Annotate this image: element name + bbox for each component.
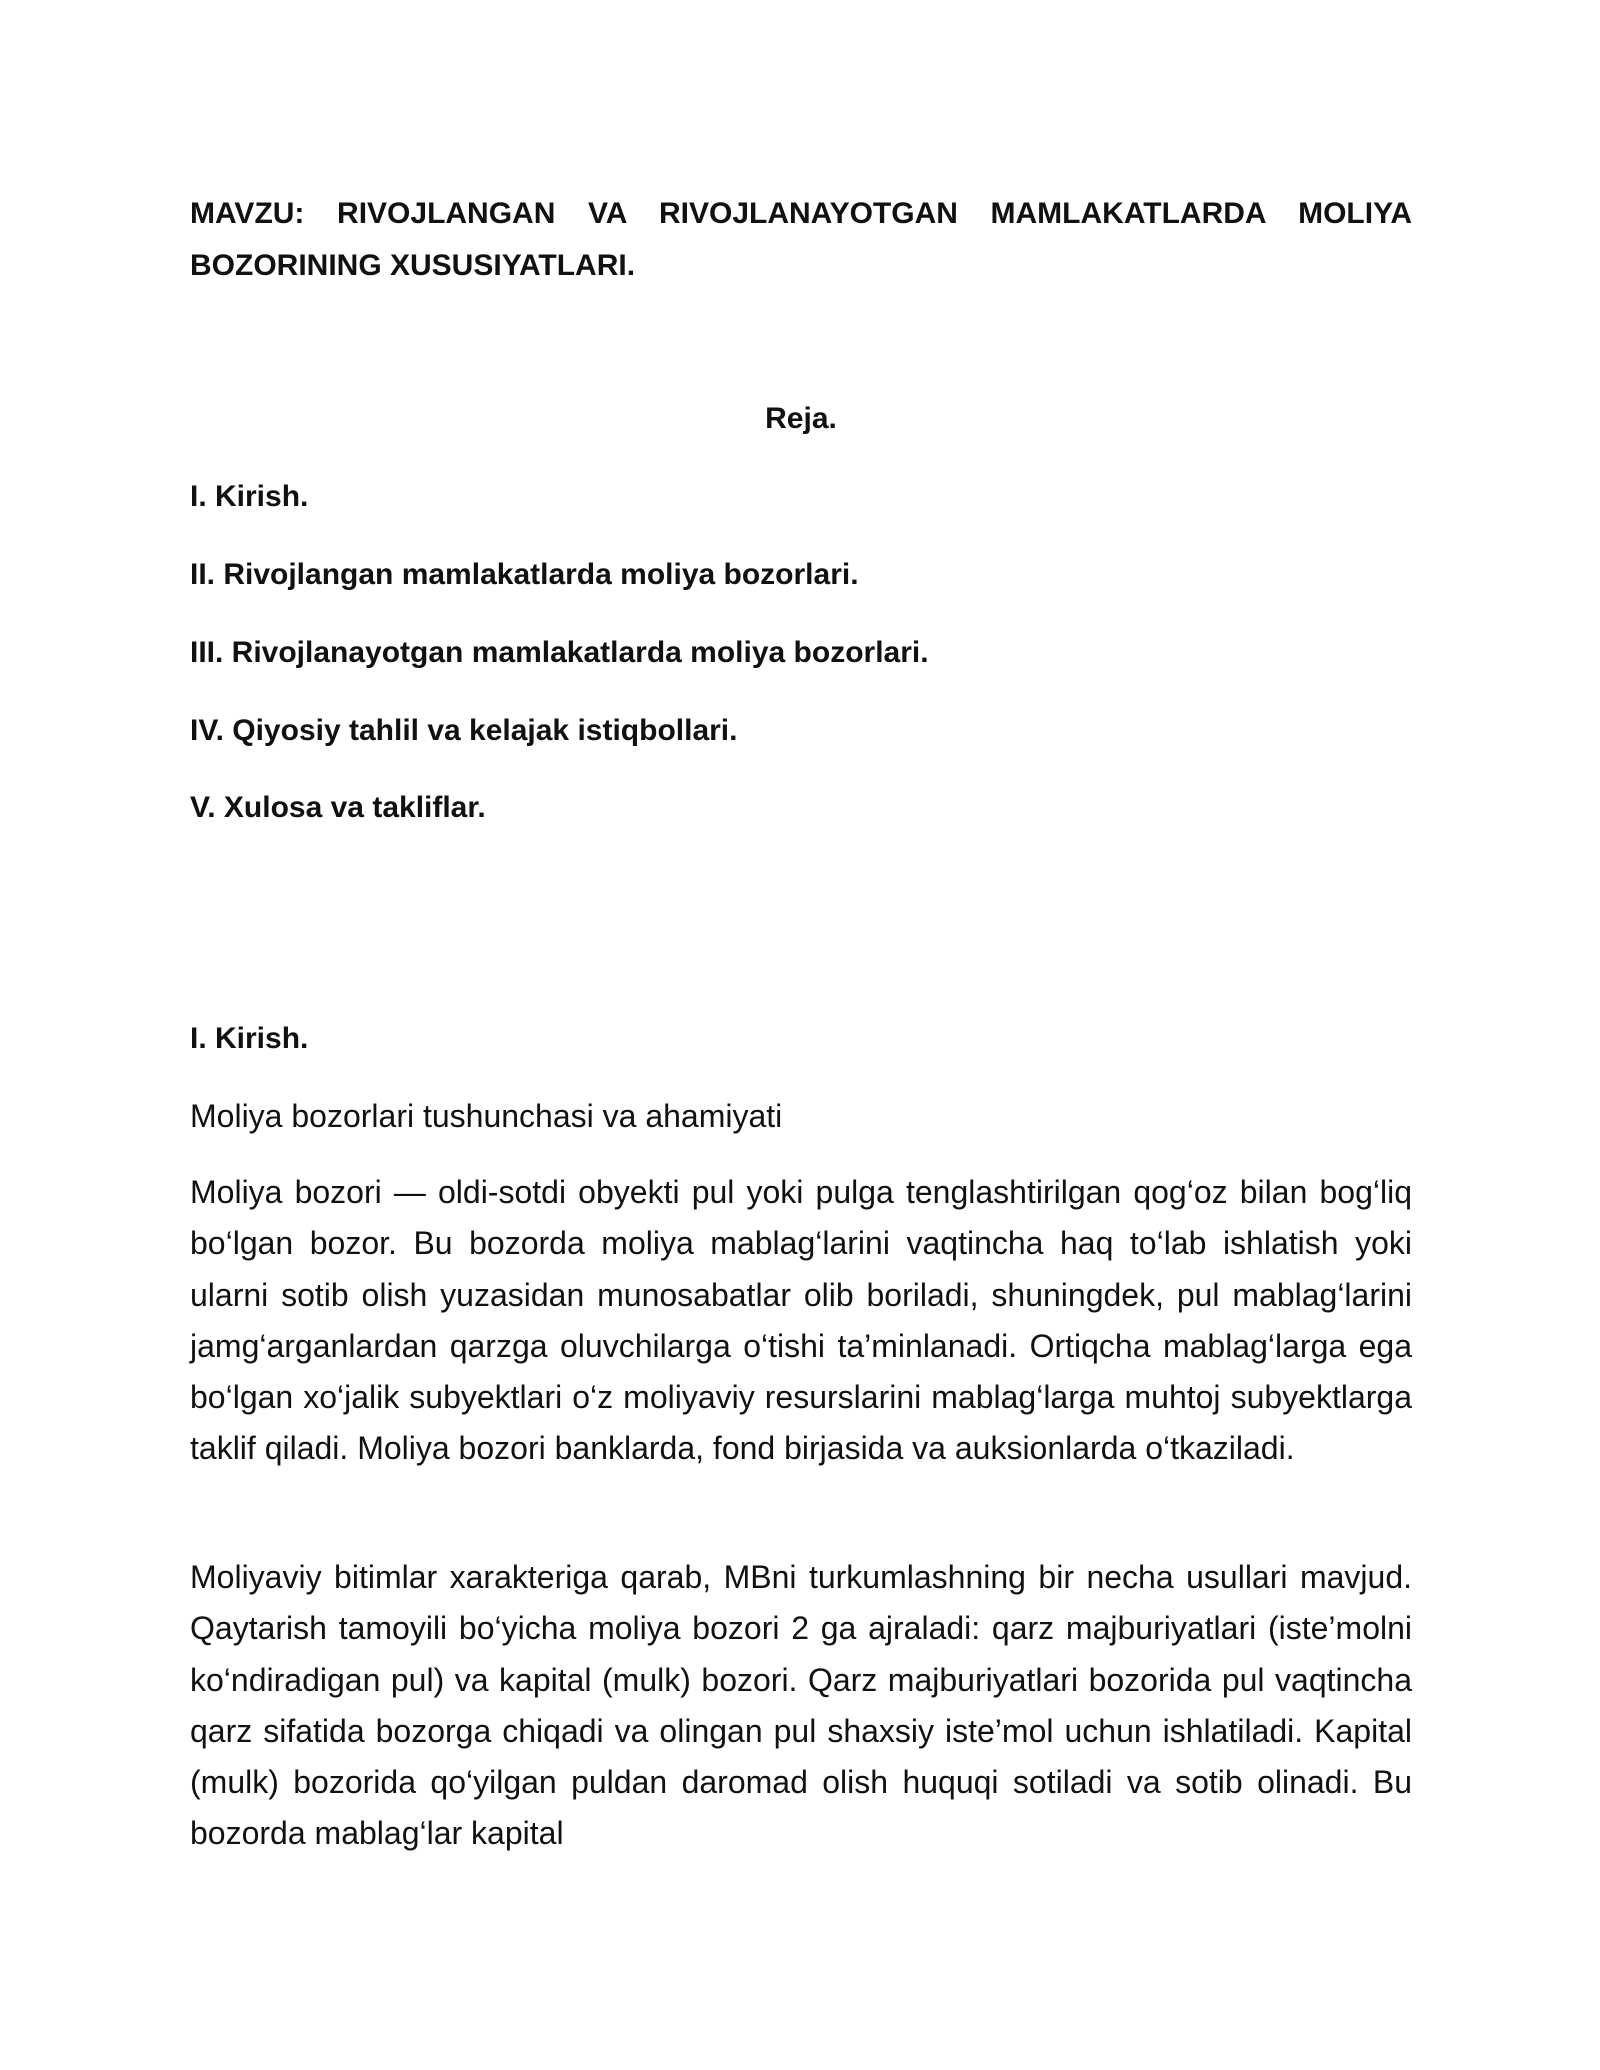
section-subheading: Moliya bozorlari tushunchasi va ahamiyati <box>190 1098 783 1134</box>
paragraph: Moliya bozori — oldi-sotdi obyekti pul yoki pulga tenglashtirilgan qog‘oz bilan bog‘liq bo‘lgan bozor. Bu bozorda moliya mablag‘larini vaqtincha haq to‘lab ishlatish yoki ularni sotib olish yuzasidan munosabatlar olib boriladi, shuningdek, pul mablag‘larini jamg‘arganlardan qarzga oluvchilarga o‘tishi ta’minlanadi. Ortiqcha mablag‘larga ega bo‘lgan xo‘jalik subyektlari o‘z moliyaviy resurslarini mablag‘larga muhtoj subyektlarga taklif qiladi. Moliya bozori banklarda, fond birjasida va auksionlarda o‘tkaziladi. <box>190 1174 1412 1467</box>
paragraph: Moliyaviy bitimlar xarakteriga qarab, MBni turkumlashning bir necha usullari mavjud. Qaytarish tamoyili bo‘yicha moliya bozori 2 ga ajraladi: qarz majburiyatlari (iste’molni ko‘ndiradigan pul) va kapital (mulk) bozori. Qarz majburiyatlari bozorida pul vaqtincha qarz sifatida bozorga chiqadi va olingan pul shaxsiy iste’mol uchun ishlatiladi. Kapital (mulk) bozorida qo‘yilgan puldan daromad olish huquqi sotiladi va sotib olinadi. Bu bozorda mablag‘lar kapital <box>190 1559 1412 1852</box>
plan-item-3: III. Rivojlanayotgan mamlakatlarda moliya bozorlari. <box>190 636 929 669</box>
section-heading: I. Kirish. <box>190 1022 309 1055</box>
plan-heading: Reja. <box>765 402 837 435</box>
plan-item-2: II. Rivojlangan mamlakatlarda moliya bozorlari. <box>190 558 859 591</box>
plan-item-1: I. Kirish. <box>190 480 309 513</box>
document-title: MAVZU: RIVOJLANGAN VA RIVOJLANAYOTGAN MAMLAKATLARDA MOLIYA BOZORINING XUSUSIYATLARI. <box>190 197 1412 282</box>
plan-item-4: IV. Qiyosiy tahlil va kelajak istiqbollari. <box>190 714 738 747</box>
plan-item-5: V. Xulosa va takliflar. <box>190 791 486 824</box>
